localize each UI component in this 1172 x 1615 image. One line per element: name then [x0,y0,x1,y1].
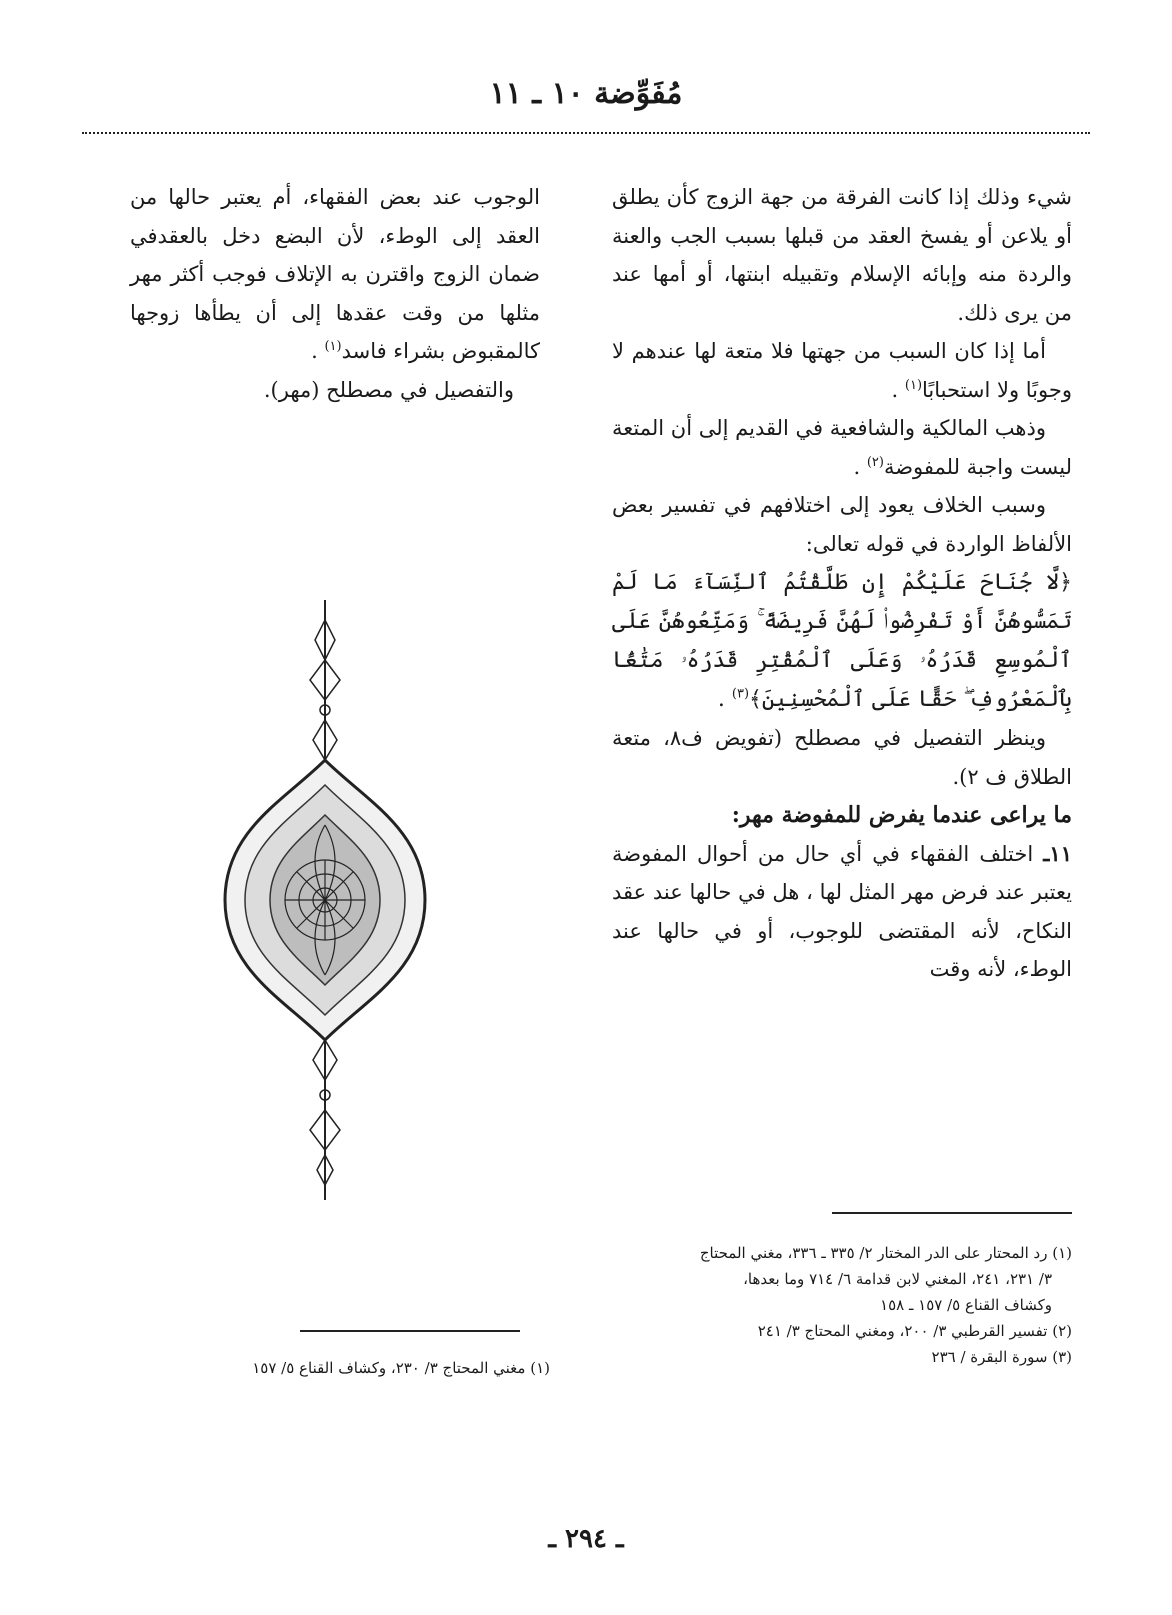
footnote-ref-2: (٢) [866,454,884,470]
left-paragraph-1-text: الوجوب عند بعض الفقهاء، أم يعتبر حالها من العقد إلى الوطء، لأن البضع دخل بالعقدفي ضمان الزوج واقترن به الإتلاف فوجب أكثر مهر مثلها من وقت عقدها إلى أن يطأها زوجها كالمقبوض بشراء فاسد [130,185,540,363]
left-paragraph-2: والتفصيل في مصطلح (مهر). [263,377,514,402]
footnotes-right [602,1240,1072,1370]
paragraph-2: أما إذا كان السبب من جهتها فلا متعة لها عندهم لا وجوبًا ولا استحبابًا$^{(١)}$ . [612,339,1072,402]
paragraph-6 [612,835,1072,989]
footnote-ref-1: (١) [904,377,923,393]
right-column [612,178,1072,989]
left-paragraph-1: الوجوب عند بعض الفقهاء، أم يعتبر حالها من العقد إلى الوطء، لأن البضع دخل بالعقدفي ضمان الزوج واقترن به الإتلاف فوجب أكثر مهر مثلها من وقت عقدها إلى أن يطأها زوجها كالمقبوض بشراء فاسد$^{(١)}$ . [130,185,540,363]
page-number: ـ ٢٩٤ ـ [548,1524,624,1554]
footnote-divider-left [300,1330,520,1332]
footnote-3: (٣) سورة البقرة / ٢٣٦ [931,1348,1072,1366]
paragraph-5: وينظر التفصيل في مصطلح (تفويض ف٨، متعة الطلاق ف ٢). [612,726,1072,789]
left-footnote-ref-1: (١) [324,339,342,354]
footnote-1-continued-2: وكشاف القناع ٥/ ١٥٧ ـ ١٥٨ [880,1296,1052,1314]
ornament-icon [200,600,450,1200]
footnote-ref-3: (٣) [731,686,750,702]
quran-verse-text: ﴿لَّا جُنَاحَ عَلَيْكُمْ إِن طَلَّقْتُمُ ٱلنِّسَآءَ مَا لَمْ تَمَسُّوهُنَّ أَوْ تَفْرِضُوا۟ لَهُنَّ فَرِيضَةً ۚ وَمَتِّعُوهُنَّ عَلَى ٱلْمُوسِعِ قَدَرُهُۥ وَعَلَى ٱلْمُقْتِرِ قَدَرُهُۥ مَتَٰعًۢا بِٱلْمَعْرُوفِ ۖ حَقًّا عَلَى ٱلْمُحْسِنِينَ﴾ [612,570,1072,712]
paragraph-4: وسبب الخلاف يعود إلى اختلافهم في تفسير بعض الألفاظ الواردة في قوله تعالى: [612,493,1072,556]
quran-verse: ﴿لَّا جُنَاحَ عَلَيْكُمْ إِن طَلَّقْتُمُ ٱلنِّسَآءَ مَا لَمْ تَمَسُّوهُنَّ أَوْ تَفْرِضُوا۟ لَهُنَّ فَرِيضَةً ۚ وَمَتِّعُوهُنَّ عَلَى ٱلْمُوسِعِ قَدَرُهُۥ وَعَلَى ٱلْمُقْتِرِ قَدَرُهُۥ مَتَٰعًۢا بِٱلْمَعْرُوفِ ۖ حَقًّا عَلَى ٱلْمُحْسِنِينَ﴾$^{(٣)}$ . [612,570,1072,712]
section-heading: ما يراعى عندما يفرض للمفوضة مهر: [731,802,1072,828]
section-number: ١١ـ [1043,840,1072,866]
paragraph-2-text: أما إذا كان السبب من جهتها فلا متعة لها عندهم لا وجوبًا ولا استحبابًا [612,339,1072,402]
left-column [130,178,540,409]
left-footnote-1: (١) مغني المحتاج ٣/ ٢٣٠، وكشاف القناع ٥/ ١٥٧ [252,1359,550,1377]
paragraph-3: وذهب المالكية والشافعية في القديم إلى أن المتعة ليست واجبة للمفوضة$^{(٢)}$ . [612,416,1072,479]
footnotes-left [150,1355,550,1381]
footnote-1: (١) رد المحتار على الدر المختار ٢/ ٣٣٥ ـ ٣٣٦، مغني المحتاج [699,1244,1072,1262]
header-dotted-rule [82,132,1090,134]
page-header-title: مُفَوِّضة ١٠ ـ ١١ [489,76,683,111]
paragraph-6-text: اختلف الفقهاء في أي حال من أحوال المفوضة يعتبر عند فرض مهر المثل لها ، هل في حالها عند عقد النكاح، لأنه المقتضى للوجوب، أو في حالها عند الوطء، لأنه وقت [612,841,1072,981]
footnote-2: (٢) تفسير القرطبي ٣/ ٢٠٠، ومغني المحتاج ٣/ ٢٤١ [757,1322,1072,1340]
footnote-1-continued: ٣/ ٢٣١، ٢٤١، المغني لابن قدامة ٦/ ٧١٤ وما بعدها، [743,1270,1052,1288]
footnote-divider-right [832,1212,1072,1214]
paragraph-3-text: وذهب المالكية والشافعية في القديم إلى أن المتعة ليست واجبة للمفوضة [612,416,1072,479]
paragraph-1: شيء وذلك إذا كانت الفرقة من جهة الزوج كأن يطلق أو يلاعن أو يفسخ العقد من قبلها بسبب الجب والعنة والردة منه وإبائه الإسلام وتقبيله ابنتها، أو أمها عند من يرى ذلك. [612,185,1072,325]
